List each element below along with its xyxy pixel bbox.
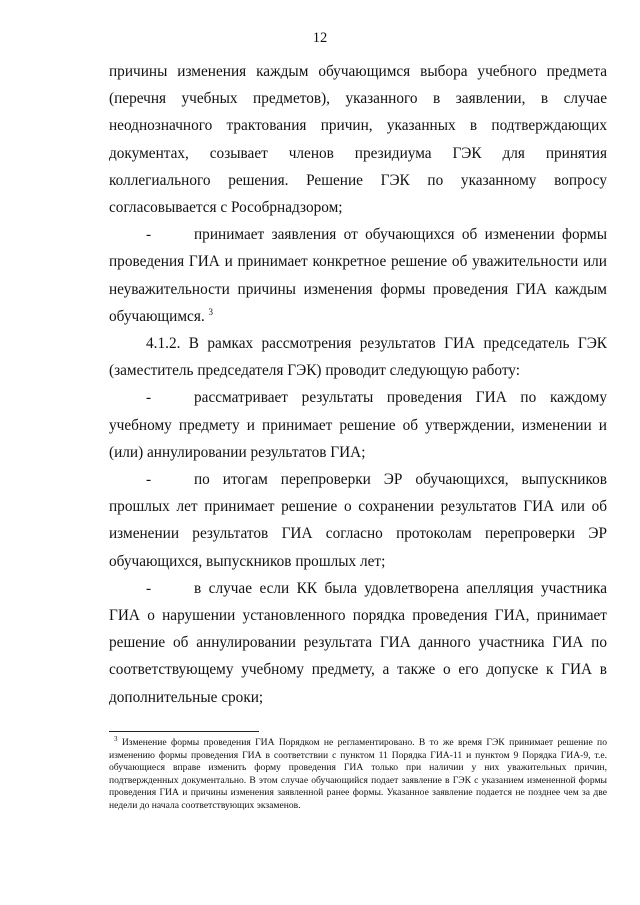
section-heading-paragraph: 4.1.2. В рамках рассмотрения результатов ГИА председатель ГЭК (заместитель председателя ГЭК) проводит следующую работу: xyxy=(109,335,607,380)
paragraph-continuation: причины изменения каждым обучающимся выбора учебного предмета (перечня учебных предметов), указанного в заявлении, в случае неоднозначного трактования причин, указанных в подтверждающих документах, созывает членов президиума ГЭК для принятия коллегиального решения. Решение ГЭК по указанному вопросу согласовывается с Рособрнадзором; xyxy=(109,63,607,217)
footnote-marker: 3 xyxy=(114,734,118,743)
list-item-text: рассматривает результаты проведения ГИА по каждому учебному предмету и принимает решение об утверждении, изменении и (или) аннулировании результатов ГИА; xyxy=(109,389,607,461)
document-body xyxy=(109,58,607,711)
footnote-reference: 3 xyxy=(208,306,214,317)
list-dash: - xyxy=(146,389,152,407)
footnote-text: Изменение формы проведения ГИА Порядком не регламентировано. В то же время ГЭК принимает решение по изменению формы проведения ГИА в соответствии с пунктом 11 Порядка ГИА-11 и пунктом 9 Порядка ГИА-9, т.е. обучающиеся вправе изменить форму проведения ГИА только при наличии у них уважительных причин, подтвержденных документально. В этом случае обучающийся подает заявление в ГЭК с указанием измененной формы проведения ГИА и причины изменения заявленной ранее формы. Указанное заявление подается не позднее чем за две недели до начала соответствующих экзаменов. xyxy=(109,737,607,811)
footnote-separator xyxy=(109,731,259,732)
list-item-text: принимает заявления от обучающихся об изменении формы проведения ГИА и принимает конкретное решение об уважительности или неуважительности причины изменения формы проведения ГИА каждым обучающимся. xyxy=(109,226,607,325)
page-number: 12 xyxy=(312,30,328,46)
list-item-change-form xyxy=(109,221,607,330)
list-dash: - xyxy=(146,579,152,597)
list-item-recheck xyxy=(109,466,607,575)
list-dash: - xyxy=(146,226,152,244)
footnote xyxy=(109,734,607,813)
list-item-review-results xyxy=(109,384,607,466)
list-item-text: в случае если КК была удовлетворена апелляция участника ГИА о нарушении установленного порядка проведения ГИА, принимает решение об аннулировании результата ГИА данного участника ГИА по соответствующему учебному предмету, а также о его допуске к ГИА в дополнительные сроки; xyxy=(109,579,607,706)
list-item-appeal xyxy=(109,575,607,711)
list-dash: - xyxy=(146,471,152,489)
list-item-text: по итогам перепроверки ЭР обучающихся, выпускников прошлых лет принимает решение о сохранении результатов ГИА или об изменении результатов ГИА согласно протоколам перепроверки ЭР обучающихся, выпускников прошлых лет; xyxy=(109,471,607,570)
